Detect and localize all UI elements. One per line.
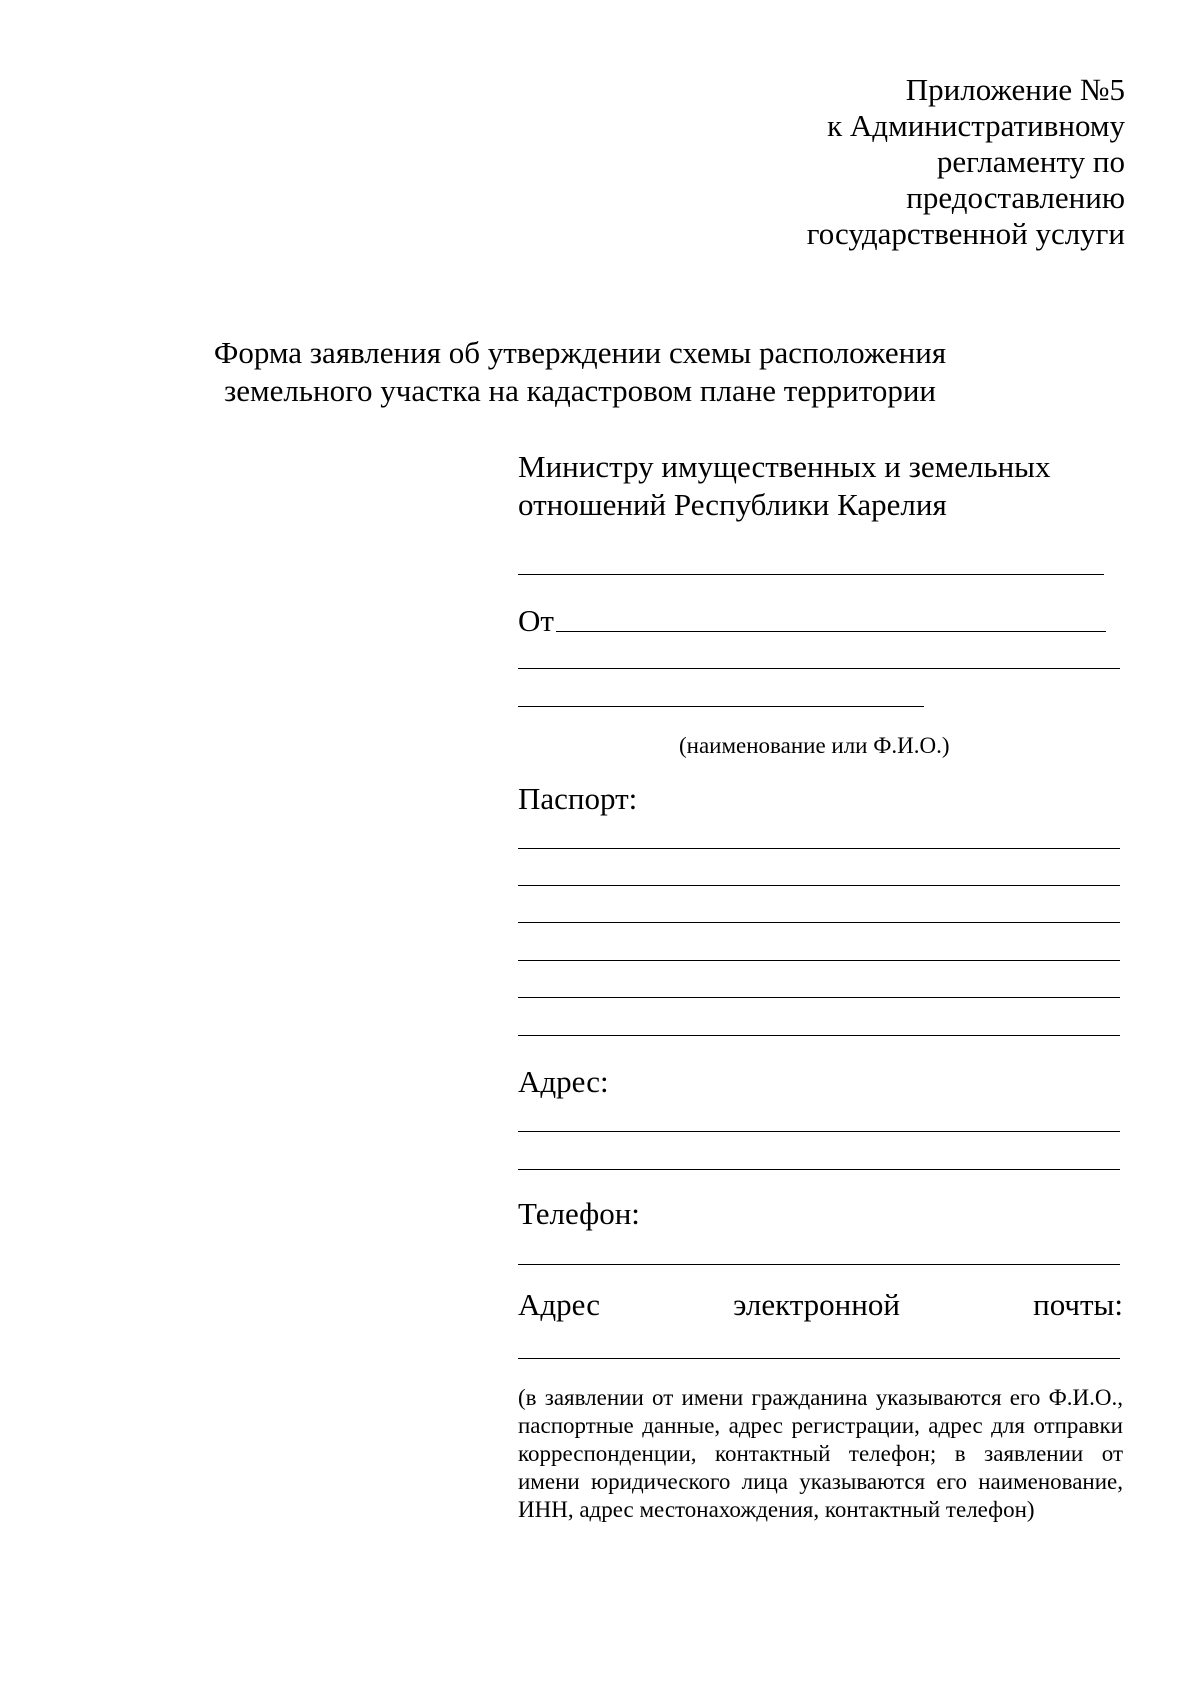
form-title-line: Форма заявления об утверждении схемы расположения bbox=[213, 335, 947, 370]
addressee bbox=[518, 448, 1120, 524]
addressee-blank-line[interactable] bbox=[518, 574, 1104, 575]
passport-blank-line[interactable] bbox=[518, 960, 1120, 961]
appendix-line: к Административному bbox=[827, 108, 1125, 143]
form-title-line: земельного участка на кадастровом плане территории bbox=[223, 373, 937, 408]
address-label: Адрес: bbox=[518, 1064, 609, 1099]
email-label-word: Адрес bbox=[518, 1287, 600, 1322]
phone-label: Телефон: bbox=[518, 1196, 640, 1231]
from-blank-line[interactable] bbox=[518, 668, 1120, 669]
explanatory-note: (в заявлении от имени гражданина указываются его Ф.И.О., паспортные данные, адрес регистрации, адрес для отправки корреспонденции, контактный телефон; в заявлении от имени юридического лица указываются его наименование, ИНН, адрес местонахождения, контактный телефон) bbox=[518, 1385, 1123, 1522]
email-blank-line[interactable] bbox=[518, 1358, 1120, 1359]
from-caption: (наименование или Ф.И.О.) bbox=[679, 733, 950, 758]
address-blank-line[interactable] bbox=[518, 1169, 1120, 1170]
from-blank-line[interactable] bbox=[556, 631, 1106, 632]
phone-blank-line[interactable] bbox=[518, 1264, 1120, 1265]
passport-blank-line[interactable] bbox=[518, 997, 1120, 998]
email-label-word: электронной bbox=[733, 1287, 900, 1322]
addressee-line: Министру имущественных и земельных bbox=[518, 449, 1051, 484]
passport-blank-line[interactable] bbox=[518, 1035, 1120, 1036]
from-blank-line[interactable] bbox=[518, 706, 924, 707]
addressee-line: отношений Республики Карелия bbox=[518, 487, 947, 522]
passport-blank-line[interactable] bbox=[518, 885, 1120, 886]
appendix-header bbox=[807, 72, 1125, 252]
email-label-word: почты: bbox=[1033, 1287, 1123, 1322]
appendix-line: предоставлению bbox=[906, 180, 1125, 215]
passport-blank-line[interactable] bbox=[518, 848, 1120, 849]
address-blank-line[interactable] bbox=[518, 1131, 1120, 1132]
appendix-line: Приложение №5 bbox=[905, 72, 1125, 107]
form-title bbox=[140, 334, 1020, 410]
appendix-line: регламенту по bbox=[936, 144, 1125, 179]
email-label bbox=[518, 1286, 1123, 1324]
passport-blank-line[interactable] bbox=[518, 922, 1120, 923]
passport-label: Паспорт: bbox=[518, 781, 638, 816]
appendix-line: государственной услуги bbox=[806, 216, 1125, 251]
from-label: От bbox=[518, 603, 554, 638]
